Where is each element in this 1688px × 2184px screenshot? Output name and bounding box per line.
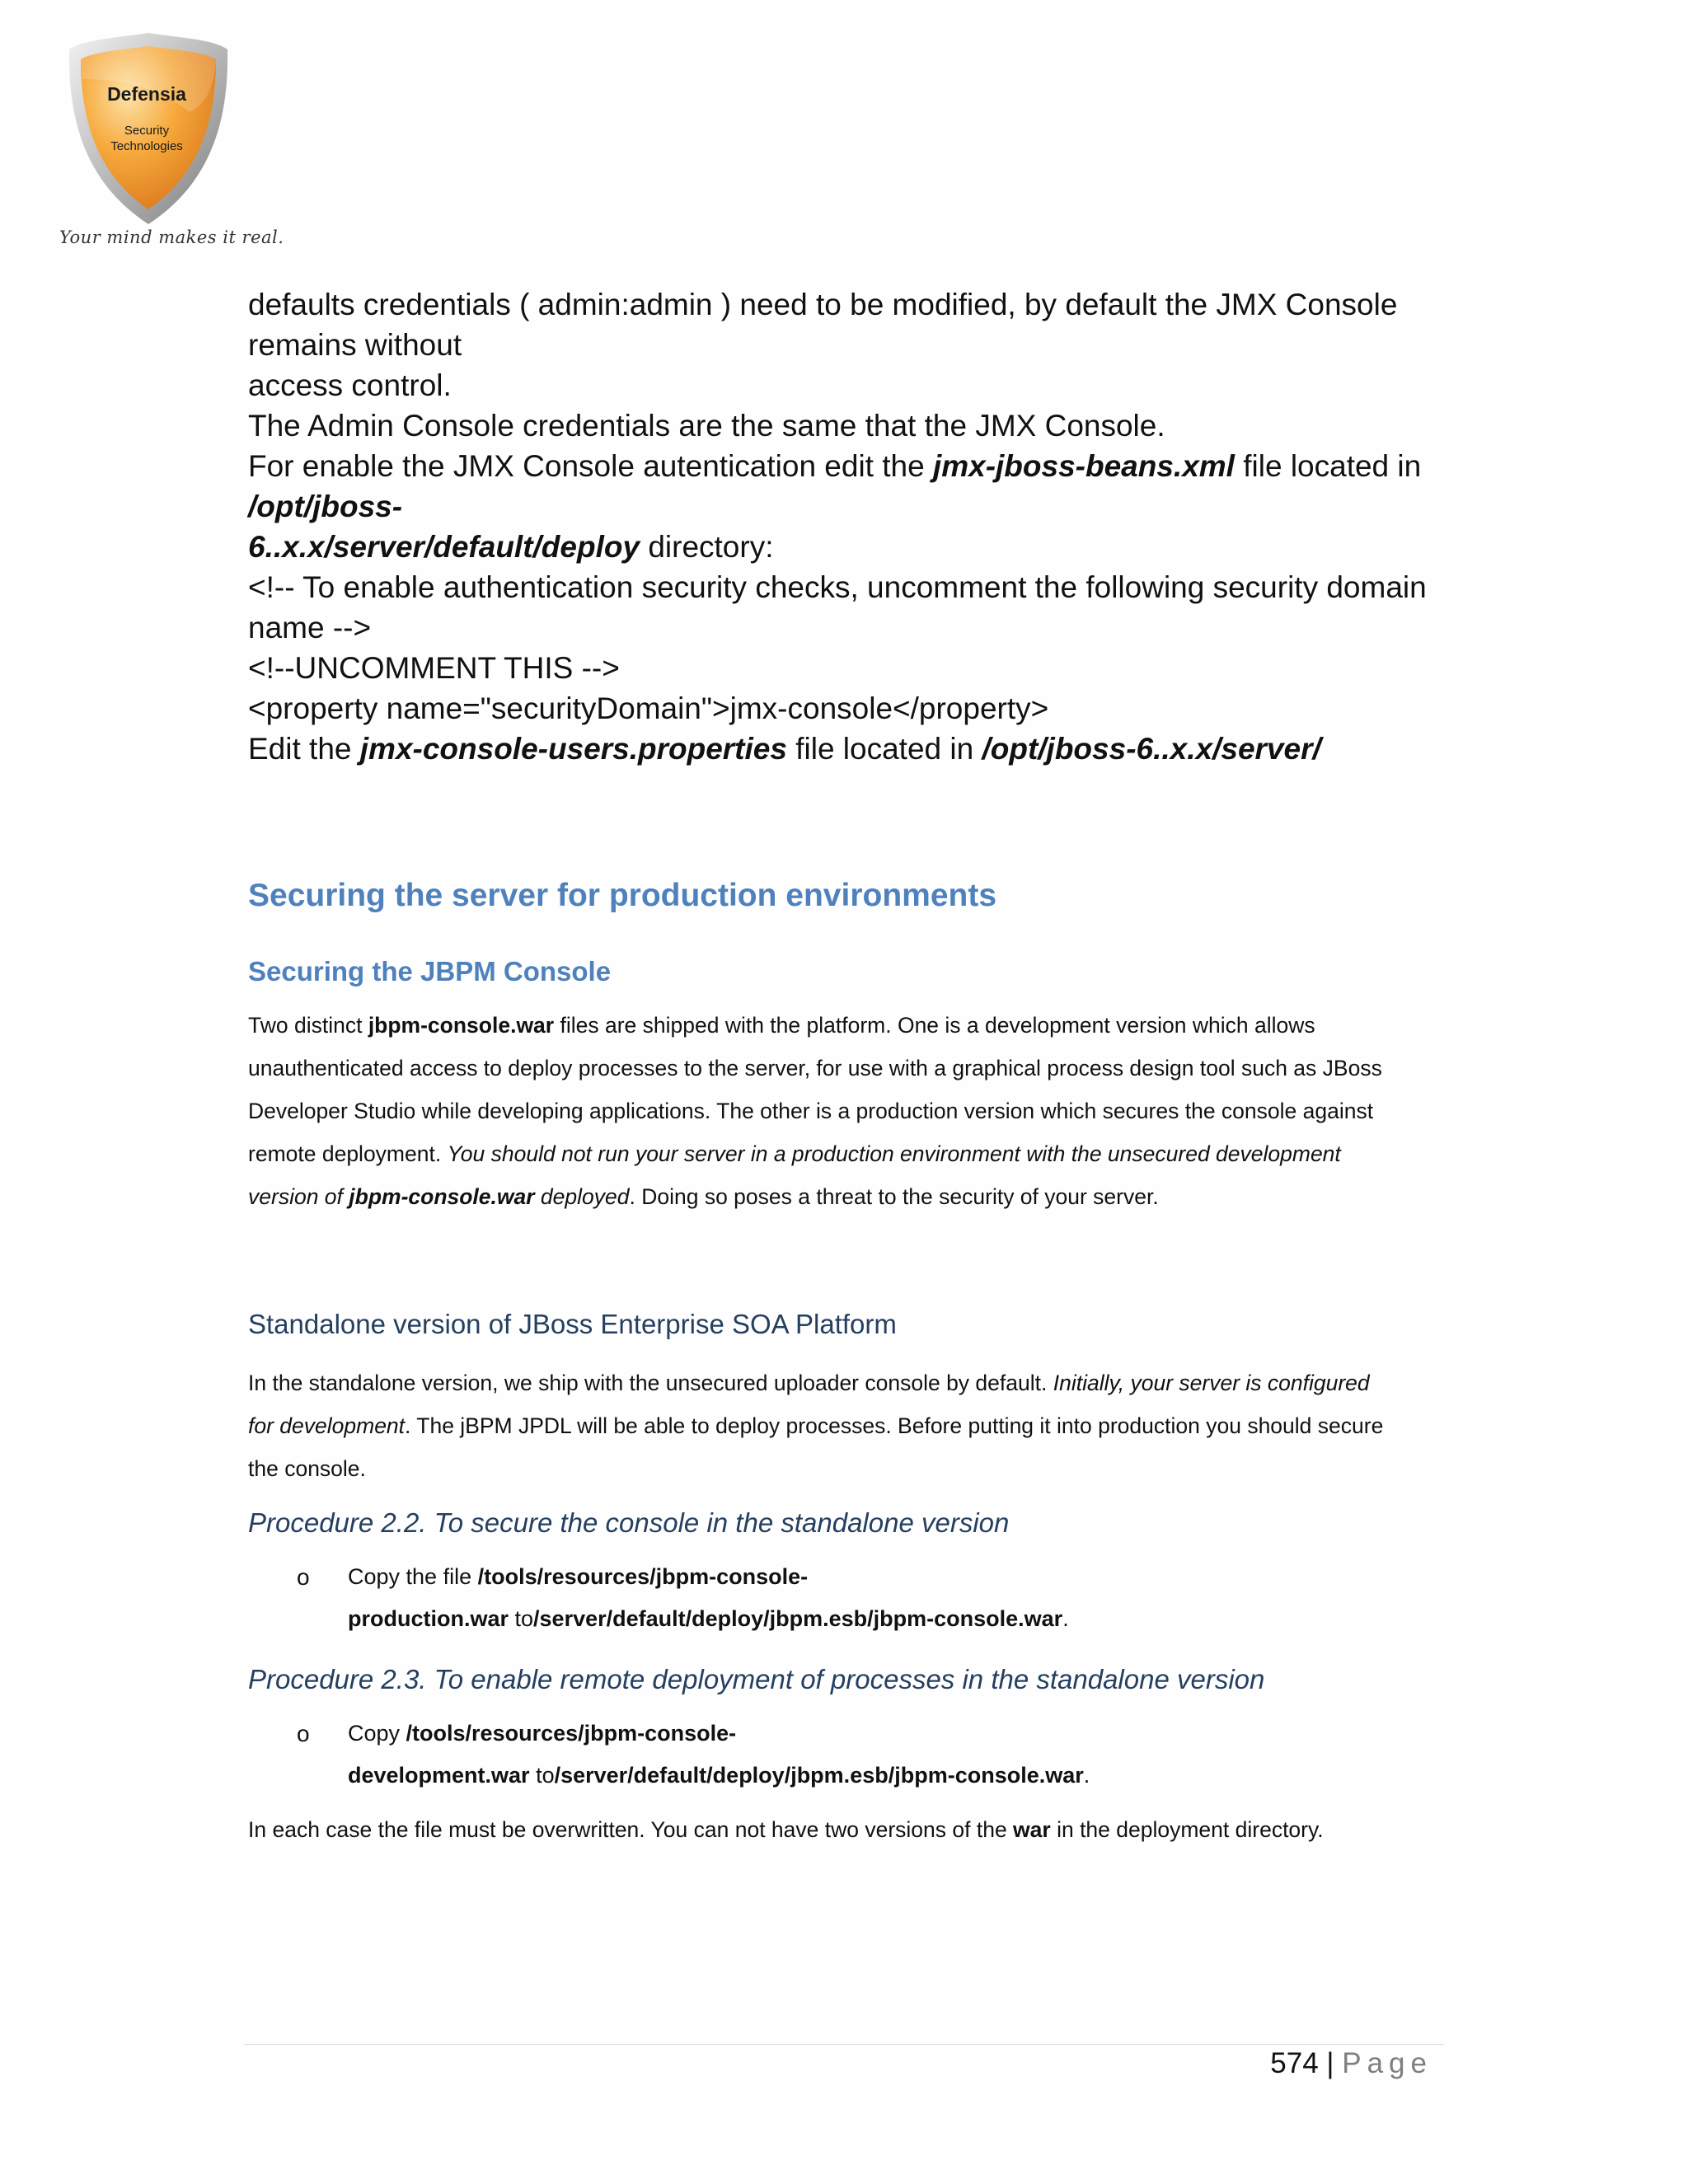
page-footer: 574 | Page (1270, 2047, 1432, 2079)
logo-name: Defensia (107, 83, 186, 105)
text-line: defaults credentials ( admin:admin ) need to be modified, by default the JMX Console (248, 288, 1398, 321)
page-label: Page (1342, 2047, 1432, 2079)
code-line: <!-- To enable authentication security checks, uncomment the following security domain (248, 570, 1427, 604)
bullet-icon: o (297, 1564, 310, 1590)
code-line: <property name="securityDomain">jmx-console</property> (248, 691, 1049, 725)
subsection-heading-standalone: Standalone version of JBoss Enterprise SOA Platform (248, 1309, 897, 1339)
text-line: remains without (248, 328, 462, 362)
text-line: access control. (248, 368, 452, 402)
text-line (248, 486, 1443, 527)
paragraph-jbpm-console: Two distinct jbpm-console.war files are shipped with the platform. One is a development version which allows unauthenticated access to deploy processes to the server, for use with a graphical process design tool such as JBoss Developer Studio while developing applications. The other is a production version which secures the console against remote deployment. You should not run your server in a production environment with the unsecured development version of jbpm-console.war deployed. Doing so poses a threat to the security of your server. (248, 1013, 1382, 1209)
text-line: For enable the JMX Console autentication edit the jmx-jboss-beans.xml file located in (248, 449, 1422, 483)
paragraph-closing: In each case the file must be overwritten. You can not have two versions of the war in the deployment directory. (248, 1817, 1324, 1842)
procedure-heading: Procedure 2.2. To secure the console in the standalone version (248, 1507, 1010, 1538)
shield-icon (58, 30, 239, 227)
text-line: The Admin Console credentials are the same that the JMX Console. (248, 409, 1165, 443)
subsection-heading: Securing the JBPM Console (248, 956, 612, 987)
text-line: Edit the jmx-console-users.properties file located in /opt/jboss-6..x.x/server/ (248, 732, 1321, 766)
path: /opt/jboss- (248, 490, 403, 523)
filename: jmx-console-users.properties (359, 732, 787, 766)
code-line: <!--UNCOMMENT THIS --> (248, 651, 620, 685)
filename: jmx-jboss-beans.xml (932, 449, 1235, 483)
logo-line2: Technologies (110, 139, 183, 153)
path: /opt/jboss-6..x.x/server/ (982, 732, 1321, 766)
code-line: name --> (248, 611, 372, 644)
path: 6..x.x/server/default/deploy (248, 530, 640, 564)
logo-line1: Security (124, 124, 170, 138)
config-block (248, 284, 1443, 769)
page-number: 574 (1270, 2047, 1319, 2079)
company-logo (58, 30, 239, 257)
procedure-heading: Procedure 2.3. To enable remote deployment of processes in the standalone version (248, 1664, 1265, 1694)
footer-divider (244, 2044, 1444, 2045)
bullet-icon: o (297, 1721, 310, 1746)
section-heading: Securing the server for production environments (248, 878, 997, 913)
paragraph-standalone: In the standalone version, we ship with the unsecured uploader console by default. Initially, your server is configured for development. The jBPM JPDL will be able to deploy processes. Before putting it into production you should secure the console. (248, 1371, 1384, 1481)
logo-tagline: Your mind makes it real. (59, 227, 284, 247)
text-line: 6..x.x/server/default/deploy directory: (248, 530, 774, 564)
